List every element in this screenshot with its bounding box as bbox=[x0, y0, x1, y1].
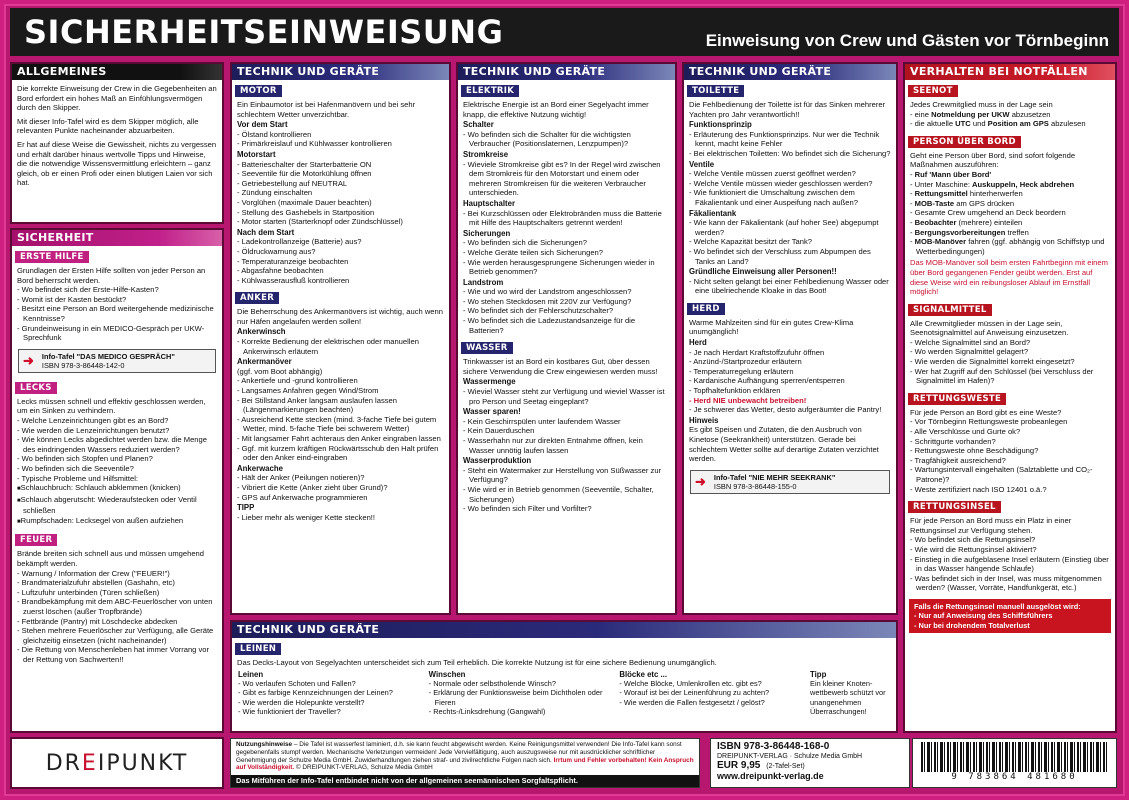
info-box-medico bbox=[18, 349, 216, 373]
list-item: - Korrekte Bedienung der elektrischen oder manuellen Ankerwinsch erläutern bbox=[237, 337, 444, 356]
intro-text: Lecks müssen schnell und effektiv geschlossen werden, um ein Sinken zu verhindern. bbox=[17, 396, 206, 416]
list-item: - Unter Maschine: Auskuppeln, Heck abdrehen bbox=[910, 180, 1110, 190]
subsection-tag-anker: ANKER bbox=[235, 292, 279, 304]
list-item: - Wie werden herausgesprungene Sicherungen wieder in Betrieb genommen? bbox=[463, 258, 670, 277]
list-item: - Beobachter (mehrere) einteilen bbox=[910, 218, 1110, 228]
list-item: - Wie werden die Fallen festgesetzt / gelöst? bbox=[619, 698, 800, 707]
list-item: - Wartungsintervall eingehalten (Salztablette und CO₂-Patrone)? bbox=[910, 465, 1110, 484]
list-item: - Fettbrände (Pantry) mit Löschdecke abdecken bbox=[17, 617, 217, 627]
list-item: - Schrittgurte vorhanden? bbox=[910, 437, 1110, 447]
section-allgemeines bbox=[10, 62, 224, 224]
list-item: - Bei Kurzschlüssen oder Elektrobränden muss die Batterie mit Hilfe des Hauptschalters getrennt werden! bbox=[463, 209, 670, 228]
section-heading: SICHERHEIT bbox=[12, 230, 222, 246]
list-item: - Wo befindet sich der Erste-Hilfe-Kasten? bbox=[17, 285, 217, 295]
list-item: - Wo befindet sich die Rettungsinsel? bbox=[910, 535, 1110, 545]
subsection-tag-toilette: TOILETTE bbox=[687, 85, 744, 97]
group-title: Gründliche Einweisung aller Personen!! bbox=[689, 267, 837, 277]
price-note: (2-Tafel-Set) bbox=[766, 763, 805, 770]
list-item: - Primärkreislauf und Kühlwasser kontrollieren bbox=[237, 139, 444, 149]
group-title-note: (ggf. vom Boot abhängig) bbox=[237, 366, 323, 376]
website-link[interactable]: www.dreipunkt-verlag.de bbox=[717, 770, 824, 781]
signalmittel-content bbox=[905, 318, 1115, 388]
intro-text: Die Beherrschung des Ankermanövers ist wichtig, auch wenn nur Häfen angelaufen werden sollen! bbox=[237, 307, 443, 326]
list-item: - MOB-Taste am GPS drücken bbox=[910, 199, 1110, 209]
list-item: - Vibriert die Kette (Anker zieht über Grund)? bbox=[237, 483, 444, 493]
list-item: - Wo befindet sich die Ladezustandsanzeige für die Batterien? bbox=[463, 316, 670, 335]
list-item: - Alle Verschlüsse und Gurte ok? bbox=[910, 427, 1110, 437]
winschen-column bbox=[429, 669, 610, 717]
group-title: Winschen bbox=[428, 669, 466, 679]
logo-accent: E bbox=[81, 750, 98, 776]
list-item: - Ankertiefe und -grund kontrollieren bbox=[237, 376, 444, 386]
group-title: Ankerwinsch bbox=[237, 327, 286, 337]
group-title: Sicherungen bbox=[463, 228, 511, 238]
list-item: - Luftzufuhr unterbinden (Türen schließen) bbox=[17, 588, 217, 598]
group-title: Vor dem Start bbox=[237, 120, 288, 130]
intro-text: Trinkwasser ist an Bord ein kostbares Gut, über dessen sichere Verwendung die Crew eingewiesen werden muss! bbox=[463, 357, 658, 376]
group-title: Funktionsprinzip bbox=[689, 120, 752, 130]
rettungsweste-content bbox=[905, 407, 1115, 496]
usage-label: Nutzungshinweise bbox=[236, 741, 293, 748]
list-item: - Wie wird er in Betrieb genommen (Seeventile, Schalter, Sicherungen) bbox=[463, 485, 670, 504]
list-item: - Nicht selten gelangt bei einer Fehlbedienung Wasser oder eine übelriechende Kloake in das Boot! bbox=[689, 277, 891, 296]
subsection-tag-motor: MOTOR bbox=[235, 85, 282, 97]
barcode-icon bbox=[921, 742, 1108, 772]
alert-item: - Nur auf Anweisung des Schiffsführers bbox=[914, 611, 1106, 620]
intro-text: Warme Mahlzeiten sind für ein gutes Crew-Klima unumgänglich! bbox=[689, 317, 854, 337]
info-box-seekrank bbox=[690, 470, 890, 494]
list-item: - Wo befinden sich Filter und Vorfilter? bbox=[463, 504, 670, 514]
list-item: - Grundeinweisung in ein MEDICO-Gespräch per UKW-Sprechfunk bbox=[17, 324, 217, 343]
list-item: ■ Schlauch abgerutscht: Wiederaufstecken oder Ventil schließen bbox=[17, 495, 217, 516]
list-item: - Wer hat Zugriff auf den Schlüssel (bei Verschluss der Signalmittel im Hafen)? bbox=[910, 367, 1110, 386]
usage-notes bbox=[230, 738, 700, 788]
list-item: - Je nach Herdart Kraftstoffzufuhr öffnen bbox=[689, 348, 891, 358]
list-item: - Wie und wo wird der Landstrom angeschlossen? bbox=[463, 287, 670, 297]
list-item: - Wie kann der Fäkalientank (auf hoher See) abgepumpt werden? bbox=[689, 218, 891, 237]
elektrik-content bbox=[458, 99, 675, 337]
isbn-number: ISBN 978-3-86448-168-0 bbox=[717, 741, 830, 752]
list-item: - Wie funktioniert die Umschaltung zwischen dem Fäkalientank und einer Auspeifung nach außen? bbox=[689, 188, 891, 207]
section-technik-leinen bbox=[230, 620, 898, 733]
mob-content bbox=[905, 150, 1115, 299]
list-item: - Ggf. mit kurzem kräftigen Rückwärtsschub den Halt prüfen oder den Anker eind-eingraben bbox=[237, 444, 444, 463]
anker-content bbox=[232, 306, 449, 524]
intro-text: Die Fehlbedienung der Toilette ist für das Sinken mehrerer Yachten pro Jahr verantwortlich!! bbox=[689, 100, 886, 119]
list-item: - Öldruckwarnung aus? bbox=[237, 247, 444, 257]
list-item: - Mit langsamer Fahrt achteraus den Anker eingraben lassen bbox=[237, 434, 444, 444]
arrow-right-icon: ➜ bbox=[23, 353, 34, 369]
subsection-tag-rettungsweste: RETTUNGSWESTE bbox=[908, 393, 1006, 405]
list-item: - Die Rettung von Menschenleben hat immer Vorrang vor der Rettung von Sachwerten!! bbox=[17, 645, 217, 664]
list-item: ■ Rumpfschaden: Lecksegel von außen aufziehen bbox=[17, 516, 217, 528]
list-item: - Normale oder selbstholende Winsch? bbox=[429, 679, 610, 688]
subsection-tag-herd: HERD bbox=[687, 303, 725, 315]
group-title: Schalter bbox=[463, 120, 494, 130]
section-heading: VERHALTEN BEI NOTFÄLLEN bbox=[905, 64, 1115, 80]
list-item: - Einstieg in die aufgeblasene Insel erläutern (Einstieg über in das Wasser hängende Schlaufe) bbox=[910, 555, 1110, 574]
list-item: - Hält der Anker (Peilungen notieren)? bbox=[237, 473, 444, 483]
list-item: - Langsames Anfahren gegen Wind/Strom bbox=[237, 386, 444, 396]
intro-text: Brände breiten sich schnell aus und müssen umgehend bekämpft werden. bbox=[17, 549, 205, 569]
subsection-tag-wasser: WASSER bbox=[461, 342, 513, 354]
list-item: - Stehen mehrere Feuerlöscher zur Verfügung, alle Geräte gleichzeitig einsetzen (nicht nacheinander) bbox=[17, 626, 217, 645]
group-title: Motorstart bbox=[237, 149, 276, 159]
paragraph: Mit dieser Info-Tafel wird es dem Skipper möglich, alle relevanten Punkte nacheinander abzuarbeiten. bbox=[17, 116, 199, 136]
intro-text: Grundlagen der Ersten Hilfe sollten von jeder Person an Bord beherrscht werden. bbox=[17, 266, 206, 285]
disclaimer-text: Irrtum und Fehler vorbehalten! Kein Anspruch auf Vollständigkeit. bbox=[236, 756, 694, 772]
list-item: - Motor starten (Starterknopf oder Zündschlüssel) bbox=[237, 217, 444, 227]
list-item: - Wieviel Wasser steht zur Verfügung und wieviel Wasser ist pro Person und Seetag eingeplant? bbox=[463, 387, 670, 406]
list-item: - Topfhaltefunktion erklären bbox=[689, 386, 891, 396]
barcode-digits: 9 783864 481680 bbox=[951, 772, 1078, 782]
subsection-tag-lecks: LECKS bbox=[15, 382, 57, 394]
subsection-tag-signalmittel: SIGNALMITTEL bbox=[908, 304, 992, 316]
intro-text: Geht eine Person über Bord, sind sofort folgende Maßnahmen auszuführen: bbox=[910, 150, 1076, 170]
leinen-columns bbox=[232, 668, 896, 718]
intro-text: Alle Crewmitglieder müssen in der Lage sein, Seenotsignalmittel auf Anweisung einzusetzen. bbox=[910, 318, 1069, 338]
list-item: - Rettungsmittel hinterherwerfen bbox=[910, 189, 1110, 199]
list-item: - Weste zertifiziert nach ISO 12401 o.ä.? bbox=[910, 485, 1110, 495]
leinen-column bbox=[238, 669, 419, 717]
list-item: - Wo befinden sich die Sicherungen? bbox=[463, 238, 670, 248]
list-item: - Wo befinden sich die Schalter für die wichtigsten Verbraucher (Positionslaternen, Lenzpumpen)? bbox=[463, 130, 670, 149]
list-item: - Anzünd-/Startprozedur erläutern bbox=[689, 357, 891, 367]
logo-text: DR bbox=[45, 750, 82, 776]
group-title: Stromkreise bbox=[463, 149, 509, 159]
logo-text: IPUNKT bbox=[97, 750, 189, 776]
usage-warning-bar: Das Mitführen der Info-Tafel entbindet nicht von der allgemeinen seemännischen Sorgfaltspflicht. bbox=[231, 775, 699, 787]
list-item: - Ölstand kontrollieren bbox=[237, 130, 444, 140]
intro-text: Elektrische Energie ist an Bord einer Segelyacht immer knapp, die effektive Nutzung wichtig! bbox=[463, 100, 649, 119]
list-item: - Welche Ventile müssen wieder geschlossen werden? bbox=[689, 179, 891, 189]
list-item: - Brandmaterialzufuhr abstellen (Gashahn, etc) bbox=[17, 578, 217, 588]
list-item: - Brandbekämpfung mit dem ABC-Feuerlöscher von unten zuerst löschen (außer Tropfbrände) bbox=[17, 597, 217, 616]
usage-text: – Die Tafel ist wasserfest laminiert, d.h. sie kann feucht abgewischt werden. Keine Reinigungsmittel verwenden! Die Info-Tafel kann sonst gegebenenfalls stumpf werden. Mechanische Verletzungen vermeiden! Jede Vervielfältigung, auch auszugsweise nur mit ausdrücklicher schriftlicher Genehmigung der Schulze Media GmbH. Zuwiderhandlungen ziehen straf- und zivilrechtliche Folgen nach sich. bbox=[236, 741, 682, 764]
list-item: - Welche Signalmittel sind an Bord? bbox=[910, 338, 1110, 348]
intro-text: Ein Einbaumotor ist bei Hafenmanövern und bei sehr schlechtem Wetter unverzichtbar. bbox=[237, 100, 416, 119]
section-heading: TECHNIK UND GERÄTE bbox=[232, 64, 449, 80]
publisher-logo bbox=[10, 737, 224, 789]
list-item: - Lieber mehr als weniger Kette stecken!! bbox=[237, 513, 444, 523]
list-item: - Wo befindet sich der Fehlerschutzschalter? bbox=[463, 306, 670, 316]
list-item: - Welche Geräte teilen sich Sicherungen? bbox=[463, 248, 670, 258]
list-item: - Bei elektrischen Toiletten: Wo befindet sich die Sicherung? bbox=[689, 149, 891, 159]
group-title: Fäkalientank bbox=[689, 208, 737, 218]
list-item: - Bei Stillstand Anker langsam auslaufen lassen (Längenmarkierungen beachten) bbox=[237, 396, 444, 415]
list-item: - Gesamte Crew umgehend an Deck beordern bbox=[910, 208, 1110, 218]
list-item: - Vorglühen (maximale Dauer beachten) bbox=[237, 198, 444, 208]
list-item: - Temperaturregelung erläutern bbox=[689, 367, 891, 377]
list-item: - Kühlwasserausfluß kontrollieren bbox=[237, 276, 444, 286]
list-item: - Wie werden die Signalmittel korrekt eingesetzt? bbox=[910, 357, 1110, 367]
isbn-block bbox=[710, 738, 910, 788]
list-item: - Gibt es farbige Kennzeichnungen der Leinen? bbox=[238, 688, 419, 697]
list-item: - Wie wird die Rettungsinsel aktiviert? bbox=[910, 545, 1110, 555]
warning-item: - Herd NIE unbewacht betreiben! bbox=[689, 396, 891, 406]
section-technik-motor-anker bbox=[230, 62, 451, 615]
list-item: - Welche Kapazität besitzt der Tank? bbox=[689, 237, 891, 247]
group-title: Hinweis bbox=[689, 415, 719, 425]
section-heading: TECHNIK UND GERÄTE bbox=[458, 64, 675, 80]
list-item: - Stellung des Gashebels in Startposition bbox=[237, 208, 444, 218]
page-title: SICHERHEITSEINWEISUNG bbox=[24, 13, 504, 51]
herd-content bbox=[684, 317, 896, 466]
list-item: - Wo befindet sich der Verschluss zum Abpumpen des Tanks an Land? bbox=[689, 247, 891, 266]
section-notfaelle bbox=[903, 62, 1117, 733]
subsection-tag-erste-hilfe: ERSTE HILFE bbox=[15, 251, 89, 263]
group-title: Hauptschalter bbox=[463, 198, 515, 208]
intro-text: Das Decks-Layout von Segelyachten unterscheidet sich zum Teil erheblich. Die korrekte Nutzung ist für eine sichere Bedienung unumgänglich. bbox=[237, 658, 717, 667]
list-item: - Kein Dauerduschen bbox=[463, 426, 670, 436]
group-title: Nach dem Start bbox=[237, 227, 295, 237]
section-heading: TECHNIK UND GERÄTE bbox=[684, 64, 896, 80]
subsection-tag-leinen: LEINEN bbox=[235, 643, 281, 655]
list-item: - Kein Geschirrspülen unter laufendem Wasser bbox=[463, 417, 670, 427]
intro-text: Jedes Crewmitglied muss in der Lage sein bbox=[910, 100, 1053, 109]
list-item: - Wie können Lecks abgedichtet werden bzw. die Menge des eindringenden Wassers reduziert werden? bbox=[17, 435, 217, 454]
list-item: - Rechts-/Linksdrehung (Gangwahl) bbox=[429, 707, 610, 716]
alert-box-rettungsinsel bbox=[909, 599, 1111, 633]
list-item: - Seeventile für die Motorkühlung öffnen bbox=[237, 169, 444, 179]
list-item: - Ausreichend Kette stecken (mind. 3-fache Tiefe bei gutem Wetter, mind. 5-fache Tiefe bei schwerem Wetter) bbox=[237, 415, 444, 434]
list-item: - Abgasfahne beobachten bbox=[237, 266, 444, 276]
list-item: - Wo befinden sich Stopfen und Planen? bbox=[17, 454, 217, 464]
list-item: ■ Schlauchbruch: Schlauch abklemmen (knicken) bbox=[17, 483, 217, 495]
list-item: - Typische Probleme und Hilfsmittel: bbox=[17, 474, 217, 484]
intro-text: Für jede Person an Bord muss ein Platz in einer Rettungsinsel zur Verfügung stehen. bbox=[910, 516, 1072, 535]
list-item: - GPS auf Ankerwache programmieren bbox=[237, 493, 444, 503]
info-title: Info-Tafel "DAS MEDICO GESPRÄCH" bbox=[41, 351, 175, 361]
list-item: - Wie werden die Holepunkte verstellt? bbox=[238, 698, 419, 707]
list-item: - Wo werden Signalmittel gelagert? bbox=[910, 347, 1110, 357]
intro-text: Für jede Person an Bord gibt es eine Weste? bbox=[910, 407, 1062, 417]
section-technik-elektrik-wasser bbox=[456, 62, 677, 615]
list-item: - Rettungsweste ohne Beschädigung? bbox=[910, 446, 1110, 456]
list-item: - Wie werden die Lenzeinrichtungen benutzt? bbox=[17, 426, 217, 436]
alert-title: Falls die Rettungsinsel manuell ausgelöst wird: bbox=[914, 601, 1081, 611]
list-item: - Steht ein Watermaker zur Herstellung von Süßwasser zur Verfügung? bbox=[463, 466, 670, 485]
group-title: Herd bbox=[689, 338, 707, 348]
info-title: Info-Tafel "NIE MEHR SEEKRANK" bbox=[713, 472, 836, 482]
list-item: - die aktuelle UTC und Position am GPS abzulesen bbox=[910, 119, 1110, 129]
group-title: Tipp bbox=[810, 669, 827, 679]
list-item: - Tragfähigkeit ausreichend? bbox=[910, 456, 1110, 466]
group-title: Blöcke etc ... bbox=[619, 669, 668, 679]
list-item: - Vor Törnbeginn Rettungsweste probeanlegen bbox=[910, 417, 1110, 427]
list-item: - Womit ist der Kasten bestückt? bbox=[17, 295, 217, 305]
group-title: Ventile bbox=[689, 159, 715, 169]
list-item: - Erläuterung des Funktionsprinzips. Nur wer die Technik kennt, macht keine Fehler bbox=[689, 130, 891, 149]
list-item: - Warnung / Information der Crew ("FEUER!") bbox=[17, 569, 217, 579]
list-item: - Besitzt eine Person an Bord weitergehende medizinische Kenntnisse? bbox=[17, 304, 217, 323]
list-item: - Welche Lenzeinrichtungen gibt es an Bord? bbox=[17, 416, 217, 426]
page-subtitle: Einweisung von Crew und Gästen vor Törnbeginn bbox=[705, 31, 1109, 50]
group-title: TIPP bbox=[237, 503, 255, 513]
publisher-name: DREIPUNKT-VERLAG · Schulze Media GmbH bbox=[717, 752, 863, 760]
info-isbn: ISBN 978-3-86448-142-0 bbox=[41, 360, 125, 370]
list-item: - Worauf ist bei der Leinenführung zu achten? bbox=[619, 688, 800, 697]
list-item: - Wo stehen Steckdosen mit 220V zur Verfügung? bbox=[463, 297, 670, 307]
wasser-content bbox=[458, 356, 675, 516]
copyright-text: © DREIPUNKT-VERLAG, Schulze Media GmbH bbox=[294, 764, 433, 772]
section-heading: TECHNIK UND GERÄTE bbox=[232, 622, 896, 638]
list-item: - Welche Blöcke, Umlenkrollen etc. gibt es? bbox=[619, 679, 800, 688]
section-sicherheit bbox=[10, 228, 224, 733]
list-item: - Wie funktioniert der Traveller? bbox=[238, 707, 419, 716]
list-item: - Ladekontrollanzeige (Batterie) aus? bbox=[237, 237, 444, 247]
barcode bbox=[912, 738, 1117, 788]
group-title: Landstrom bbox=[463, 277, 504, 287]
list-item: - Wo befinden sich die Seeventile? bbox=[17, 464, 217, 474]
subsection-tag-elektrik: ELEKTRIK bbox=[461, 85, 519, 97]
list-item: - Bergungsvorbereitungen treffen bbox=[910, 228, 1110, 238]
list-item: - Batterieschalter der Starterbatterie ON bbox=[237, 160, 444, 170]
mob-warning-note: Das MOB-Manöver soll beim ersten Fahrtbeginn mit einem über Bord gegangenen Fender geübt werden. Erst auf diese Weise wird ein reibungsloser Ablauf im Ernstfall möglich! bbox=[910, 258, 1108, 297]
title-bar bbox=[10, 8, 1119, 56]
list-item: - Ruf 'Mann über Bord' bbox=[910, 170, 1110, 180]
subsection-tag-rettungsinsel: RETTUNGSINSEL bbox=[908, 501, 1001, 513]
subsection-tag-person-ueber-bord: PERSON ÜBER BORD bbox=[908, 136, 1021, 148]
group-title: Wassermenge bbox=[463, 377, 516, 387]
list-item: - Welche Ventile müssen zuerst geöffnet werden? bbox=[689, 169, 891, 179]
tipp-text: Ein kleiner Knoten-wettbewerb schützt vor unangenehmen Überraschungen! bbox=[810, 679, 886, 717]
list-item: - Wasserhahn nur zur direkten Entnahme öffnen, kein Wasser unnötig laufen lassen bbox=[463, 436, 670, 455]
paragraph: Die korrekte Einweisung der Crew in die Gegebenheiten an Bord erfordert ein hohes Maß an Einfühlungsvermögen durch den Skipper. bbox=[17, 84, 217, 113]
price: EUR 9,95 bbox=[717, 760, 761, 771]
alert-item: - Nur bei drohendem Totalverlust bbox=[914, 621, 1106, 630]
list-item: - Kardanische Aufhängung sperren/entsperren bbox=[689, 376, 891, 386]
info-isbn: ISBN 978-3-86448-155-0 bbox=[713, 481, 797, 491]
paragraph: Er hat auf diese Weise die Gewissheit, nichts zu vergessen und erhält darüber hinaus wertvolle Tipps und Hinweise, die die notwendige Wissensvermittlung erleichtern – ganz gleich, ob er einen Profi oder einen blutigen Laien vor sich hat. bbox=[17, 139, 217, 188]
list-item: - Temperaturanzeige beobachten bbox=[237, 257, 444, 267]
group-title: Leinen bbox=[238, 669, 264, 679]
tipp-column bbox=[810, 669, 890, 717]
group-title: Ankermanöver bbox=[237, 357, 292, 367]
list-item: - Erklärung der Funktionsweise beim Dichtholen oder Fieren bbox=[429, 688, 610, 707]
subsection-tag-feuer: FEUER bbox=[15, 534, 57, 546]
bloecke-column bbox=[619, 669, 800, 717]
motor-content bbox=[232, 99, 449, 287]
group-title: Ankerwache bbox=[237, 463, 283, 473]
list-item: - Was befindet sich in der Insel, was muss mitgenommen werden? (Wasser, Vorräte, Handfunkgerät, etc.) bbox=[910, 574, 1110, 593]
rettungsinsel-content bbox=[905, 515, 1115, 595]
subsection-tag-seenot: SEENOT bbox=[908, 85, 958, 97]
section-technik-toilette-herd bbox=[682, 62, 898, 615]
section-heading: ALLGEMEINES bbox=[12, 64, 222, 80]
list-item: - Wieviele Stromkreise gibt es? In der Regel wird zwischen dem Stromkreis für den Motorstart und einem oder mehreren Stromkreisen für die weiteren Verbraucher unterschieden. bbox=[463, 160, 670, 198]
list-item: - Zündung einschalten bbox=[237, 188, 444, 198]
list-item: - Getriebestellung auf NEUTRAL bbox=[237, 179, 444, 189]
hint-text: Es gibt Speisen und Zutaten, die den Ausbruch von Kinetose (Seekrankheit) unterstützen. Gerade bei schlechtem Wetter sollte auf derartige Zutaten verzichtet werden. bbox=[689, 425, 879, 464]
list-item: - Je schwerer das Wetter, desto aufgeräumter die Pantry! bbox=[689, 405, 891, 415]
arrow-right-icon: ➜ bbox=[695, 474, 706, 490]
list-item: - MOB-Manöver fahren (ggf. abhängig von Schiffstyp und Wetterbedingungen) bbox=[910, 237, 1110, 256]
group-title: Wasserproduktion bbox=[463, 456, 532, 466]
group-title: Wasser sparen! bbox=[463, 407, 521, 417]
toilette-content bbox=[684, 99, 896, 298]
list-item: - Wo verlaufen Schoten und Fallen? bbox=[238, 679, 419, 688]
list-item: - eine Notmeldung per UKW abzusetzen bbox=[910, 110, 1110, 120]
